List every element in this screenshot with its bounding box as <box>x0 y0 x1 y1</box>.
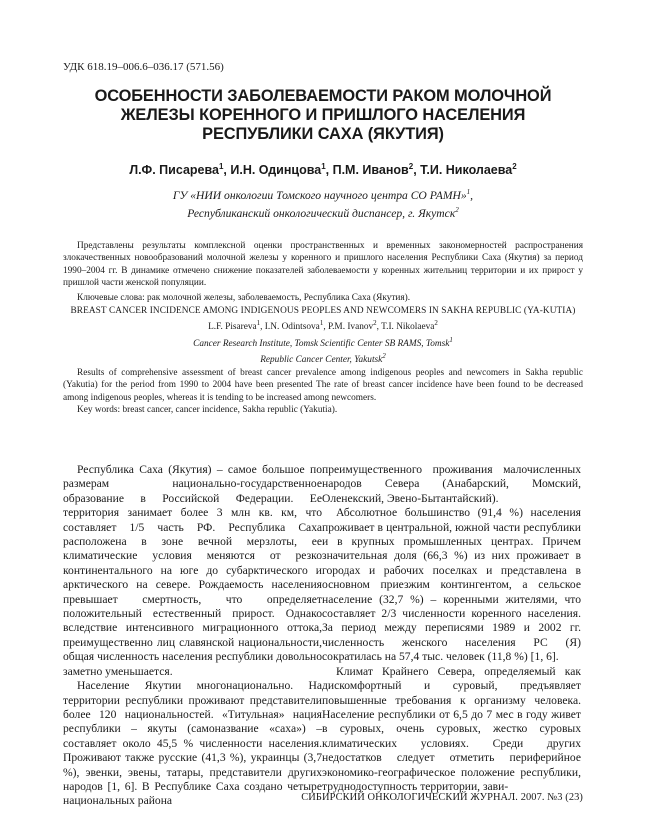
affiliation-1: ГУ «НИИ онкологии Томского научного центра СО РАМН» <box>172 188 467 202</box>
en-author: L.F. Pisareva <box>208 322 257 333</box>
en-affil-mark: 1 <box>449 335 453 344</box>
author-affil-mark: 1 <box>321 162 326 171</box>
english-authors <box>63 317 583 334</box>
paragraph: Население Якутии многонационально. На территории республики проживают представители более 120 национальностей. «Титульная» нация республики – якуты (самоназвание «саха») – составляет около 45,5 % численности населения. Проживают также русские (41,3 %), украинцы (3,7 %), эвенки, эвены, татары, представители других народов [1, 6]. В Республике Саха создано четыре национальных района <box>63 679 322 808</box>
en-author: , I.N. Odintsova <box>260 322 320 333</box>
abstract-ru-text: Представлены результаты комплексной оценки пространственных и временных закономерностей распространения злокачественных новообразований молочной железы у коренного и пришлого населения Республики Саха (Якутия) за период 1990–2004 гг. В динамике отмечено снижение показателей заболеваемости у коренных жительниц территории и их прирост у пришлой части женской популяции. <box>63 241 583 289</box>
en-affil-mark: 1 <box>319 319 324 328</box>
affiliations: ГУ «НИИ онкологии Томского научного центра СО РАМН»$^1$, Республиканский онкологический диспансер, г. Якутск$^2$ <box>172 188 474 220</box>
en-affil-mark: 2 <box>382 352 386 361</box>
author-affil-mark: 2 <box>408 162 414 171</box>
paragraph: Республика Саха (Якутия) – самое большое по размерам национально-государственное образование в Российской Федерации. Ее территория занимает более 3 млн кв. км, что составляет 1/5 часть РФ. Республика Саха расположена в зоне вечной мерзлоты, ее климатические условия меняются от резко континентального на юге до субарктического и арктического на севере. Рождаемость населения превышает смертность, что определяет положительный естественный прирост. Однако вследствие интенсивного миграционного оттока, преимущественно лиц славянской национальности, общая численность населения республики довольно заметно уменьшается. <box>63 463 322 678</box>
author-list: Л.Ф. Писарева$^1$, И.Н. Одинцова$^1$, П.М. Иванов$^2$, Т.И. Николаева$^2$ <box>129 162 517 178</box>
title-line: ЖЕЛЕЗЫ КОРЕННОГО И ПРИШЛОГО НАСЕЛЕНИЯ <box>120 106 526 124</box>
paragraph: преимущественного проживания малочисленных народов Севера (Анабарский, Момский, Оленекский, Эвено-Бытантайский). <box>322 463 581 505</box>
body-column-right <box>322 463 581 794</box>
author: Л.Ф. Писарева <box>129 163 219 178</box>
en-affil-text: Cancer Research Institute, Tomsk Scientific Center SB RAMS, Tomsk <box>193 339 450 349</box>
title-line: ОСОБЕННОСТИ ЗАБОЛЕВАЕМОСТИ РАКОМ МОЛОЧНОЙ <box>94 87 552 105</box>
article-title <box>40 87 606 144</box>
affil-mark: 2 <box>455 205 459 214</box>
journal-footer: СИБИРСКИЙ ОНКОЛОГИЧЕСКИЙ ЖУРНАЛ. 2007. №3 (23) <box>301 792 583 803</box>
english-keywords: Key words: breast cancer, cancer incidence, Sakha republic (Yakutia). <box>77 405 338 416</box>
author: П.М. Иванов <box>332 163 409 178</box>
author-affil-mark: 2 <box>512 162 517 171</box>
author-affil-mark: 1 <box>218 162 224 171</box>
author: Т.И. Николаева <box>420 163 513 178</box>
english-affiliation-1 <box>63 334 583 351</box>
en-affil-mark: 2 <box>434 319 438 328</box>
abstract-russian <box>63 240 583 304</box>
english-abstract-text: Results of comprehensive assessment of breast cancer prevalence among indigenous peoples and newcomers in Sakha republic (Yakutia) for the period from 1990 to 2004 have been presented The rate of breast cancer incidence have been found to be decreased among indigenous peoples, whereas it is tending to be increased among newcomers. <box>63 367 583 403</box>
en-affil-mark: 1 <box>256 319 261 328</box>
english-affiliation-2 <box>63 350 583 367</box>
abstract-english <box>63 305 583 417</box>
body-column-left <box>63 463 322 809</box>
keywords-ru: Ключевые слова: рак молочной железы, заболеваемость, Республика Саха (Якутия). <box>77 292 411 303</box>
udc-code: УДК 618.19–006.6–036.17 (571.56) <box>63 61 224 73</box>
title-line: РЕСПУБЛИКИ САХА (ЯКУТИЯ) <box>202 125 444 143</box>
en-author: , T.I. Nikolaeva <box>376 322 435 333</box>
en-affil-mark: 2 <box>373 319 377 328</box>
paragraph: Климат Крайнего Севера, определяемый как дискомфортный и суровый, предъявляет повышенные требования к организму человека. Население республики от 6,5 до 7 мес в году живет в суровых, очень суровых, жестко суровых климатических условиях. Среди других недостатков следует отметить периферийное экономико-географическое положение республики, труднодоступность территории, зави- <box>322 664 581 793</box>
affil-mark: 1 <box>466 188 471 196</box>
paragraph: Абсолютное большинство (91,4 %) населения проживает в центральной, южной части республики и в крупных промышленных центрах. Причем значительная доля (66,3 %) из них проживает в городах и рабочих поселках и представлена в основном приезжим контингентом, а сельское население (32,7 %) – коренными жителями, что составляет 2/3 численности коренного населения. За период между переписями 1989 и 2002 гг. численность женского населения РС (Я) сократилась на 57,4 тыс. человек (11,8 %) [1, 6]. <box>322 506 581 664</box>
english-title: BREAST CANCER INCIDENCE AMONG INDIGENOUS PEOPLES AND NEWCOMERS IN SAKHA REPUBLIC (YA-KUTIA) <box>70 306 576 316</box>
affiliation-2: Республиканский онкологический диспансер, г. Якутск <box>187 206 456 220</box>
en-affil-text: Republic Cancer Center, Yakutsk <box>260 355 383 366</box>
author: И.Н. Одинцова <box>230 163 322 178</box>
en-author: , P.M. Ivanov <box>323 322 374 333</box>
